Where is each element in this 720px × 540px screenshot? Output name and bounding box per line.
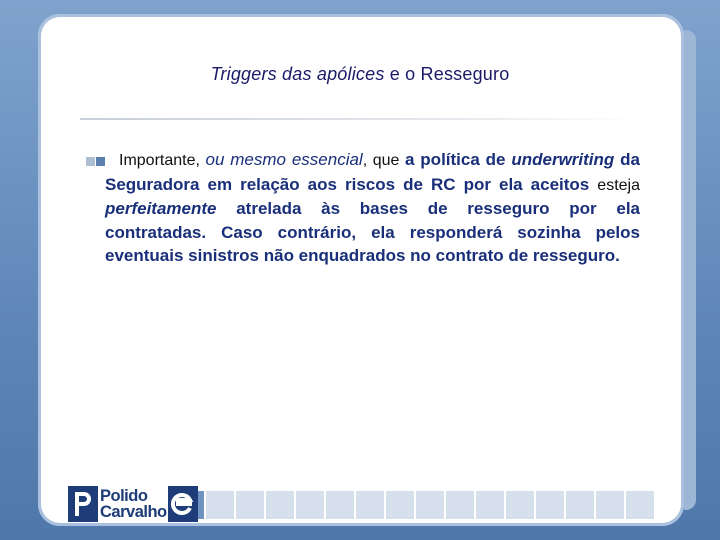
company-logo <box>68 486 200 524</box>
para-s2: ou mesmo essencial <box>205 150 363 169</box>
logo-line2: Carvalho <box>100 503 167 521</box>
logo-line1: Polido <box>100 487 148 505</box>
logo-pc-icon <box>68 486 98 522</box>
footer-tile <box>326 491 354 519</box>
footer-tile <box>296 491 324 519</box>
bullet-square-dark <box>96 157 105 166</box>
footer-tile <box>626 491 654 519</box>
bullet-square-light <box>86 157 95 166</box>
para-s8: perfeitamente <box>105 199 217 219</box>
footer-tile <box>536 491 564 519</box>
footer-tile <box>566 491 594 519</box>
footer-tile <box>596 491 624 519</box>
footer-tile <box>506 491 534 519</box>
title-rest: e o Resseguro <box>384 64 510 84</box>
footer-tile <box>356 491 384 519</box>
footer-tile <box>236 491 264 519</box>
para-s7: esteja <box>597 176 640 194</box>
title-italic: Triggers das apólices <box>210 64 385 84</box>
footer-tile <box>416 491 444 519</box>
logo-e-icon <box>168 486 198 522</box>
footer-tile <box>446 491 474 519</box>
footer-tile <box>206 491 234 519</box>
slide-card <box>38 14 684 526</box>
footer-tile <box>386 491 414 519</box>
footer-tile-bar <box>176 491 654 519</box>
footer-tile <box>266 491 294 519</box>
logo-wordmark <box>100 488 167 520</box>
body-paragraph <box>105 148 640 268</box>
para-s5: underwriting <box>511 150 615 169</box>
para-s9: atrelada às bases de resseguro por ela contratadas. Caso contrário, ela responderá sozinha pelos eventuais sinistros não enquadrados no contrato de resseguro. <box>105 199 640 266</box>
card-right-strip <box>684 30 696 510</box>
para-s1: Importante, <box>119 152 206 169</box>
para-s4: a política de <box>405 150 512 169</box>
para-s3: , que <box>362 152 405 169</box>
footer-tile <box>476 491 504 519</box>
title-divider <box>80 118 640 120</box>
slide-title <box>0 64 720 85</box>
para-s6: da Seguradora em relação aos riscos de RC por ela aceitos <box>105 150 640 194</box>
